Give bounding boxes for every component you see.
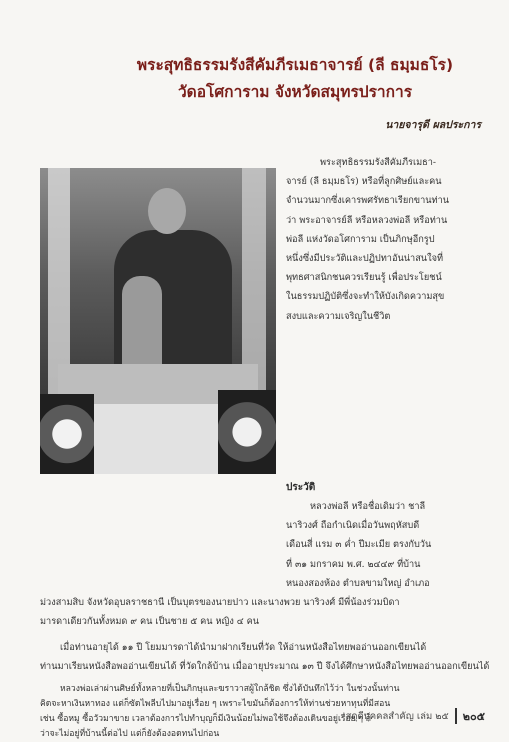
text-line: เมื่อท่านอายุได้ ๑๑ ปี โยมมารดาได้นำมาฝากเรียนที่วัด ให้อ่านหนังสือไทยพออ่านออกเขียนได้ [60,641,427,653]
history-paragraph [286,497,490,574]
text-line: เดือนสี่ แรม ๓ ค่ำ ปีมะเมีย ตรงกับวัน [286,539,432,551]
text-line: พุทธศาสนิกชนควรเรียนรู้ เพื่อประโยชน์ [286,272,442,284]
text-line: สงบและความเจริญในชีวิต [286,310,391,322]
article-title [90,52,500,106]
monk-portrait-photo [40,168,276,474]
intro-paragraph [286,153,490,326]
education-paragraph [40,638,492,676]
title-line-2: วัดอโศการาม จังหวัดสมุทรปราการ [177,83,413,101]
text-line: เช่น ซื้อหมู ซื้อวัวมาขาย เวลาต้องการไปทำบุญก็มีเงินน้อยไม่พอใช้จึงต้องเดินขอยู่เรื่อย ๆ ก็ [40,714,371,724]
text-line: ว่าจะไม่อยู่ที่บ้านนี้ต่อไป แต่ก็ยังต้องอดทนไปก่อน [40,729,220,739]
text-line: มารดาเดียวกันทั้งหมด ๙ คน เป็นชาย ๕ คน หญิง ๔ คน [40,616,260,628]
author-byline: นายจารุดี ผลประการ [385,119,481,131]
text-line: นาริวงศ์ ถือกำเนิดเมื่อวันพฤหัสบดี [286,520,420,532]
text-line: ในธรรมปฏิบัติซึ่งจะทำให้บังเกิดความสุข [286,291,445,303]
text-line: หลวงพ่อลี หรือชื่อเดิมว่า ชาลี [310,501,426,512]
text-line: ว่า พระอาจารย์ลี หรือหลวงพ่อลี หรือท่าน [286,214,448,226]
text-line: ม่วงสามสิบ จังหวัดอุบลราชธานี เป็นบุตรของนายปาว และนางพวย นาริวงศ์ มีพี่น้องร่วมบิดา [40,597,400,609]
title-line-1: พระสุทธิธรรมรังสีคัมภีรเมธาจารย์ (ลี ธมฺมธโร) [136,56,454,74]
story-paragraph [40,682,492,742]
text-line: พ่อลี แห่งวัดอโศการาม เป็นภิกษุอีกรูป [286,233,435,245]
text-line: หนึ่งซึ่งมีประวัติและปฏิปทาอันน่าสนใจที่ [286,252,444,264]
text-line: ท่านมาเรียนหนังสือพออ่านเขียนได้ ที่วัดใกล้บ้าน เมื่ออายุประมาณ ๑๓ ปี จึงได้ศึกษาหนังสือไทยพออ่านออกเขียนได้ [40,660,490,672]
family-paragraph [40,574,492,632]
text-line: หลวงพ่อเล่าผ่านศิษย์ทั้งหลายที่เป็นภิกษุและฆราวาสผู้ใกล้ชิด ซึ่งได้บันทึกไว้ว่า ในช่วงนั้นท่าน [60,684,400,694]
text-line: คิดจะหาเงินหาทอง แต่ก็ซัดไพลีบไปมาอยู่เรื่อย ๆ เพราะไขมันก็ต้องการให้ท่านช่วยหาทุนที่มีสอน [40,699,391,709]
text-line: พระสุทธิธรรมรังสีคัมภีรเมธา- [320,157,437,168]
text-line: หนองสองห้อง ตำบลขามใหญ่ อำเภอ [286,578,430,589]
text-line: ที่ ๓๑ มกราคม พ.ศ. ๒๔๔๙ ที่บ้าน [286,558,421,570]
section-heading: ประวัติ [286,482,316,493]
text-line: จำนวนมากซึ่งเคารพศรัทธาเรียกขานท่าน [286,195,450,207]
page-number: ๒๐๕ [462,710,485,723]
running-title: สดุดีบุคคลสำคัญ เล่ม ๒๕ [345,710,449,722]
text-line: จารย์ (ลี ธมฺมธโร) หรือที่ลูกศิษย์และคน [286,176,442,188]
